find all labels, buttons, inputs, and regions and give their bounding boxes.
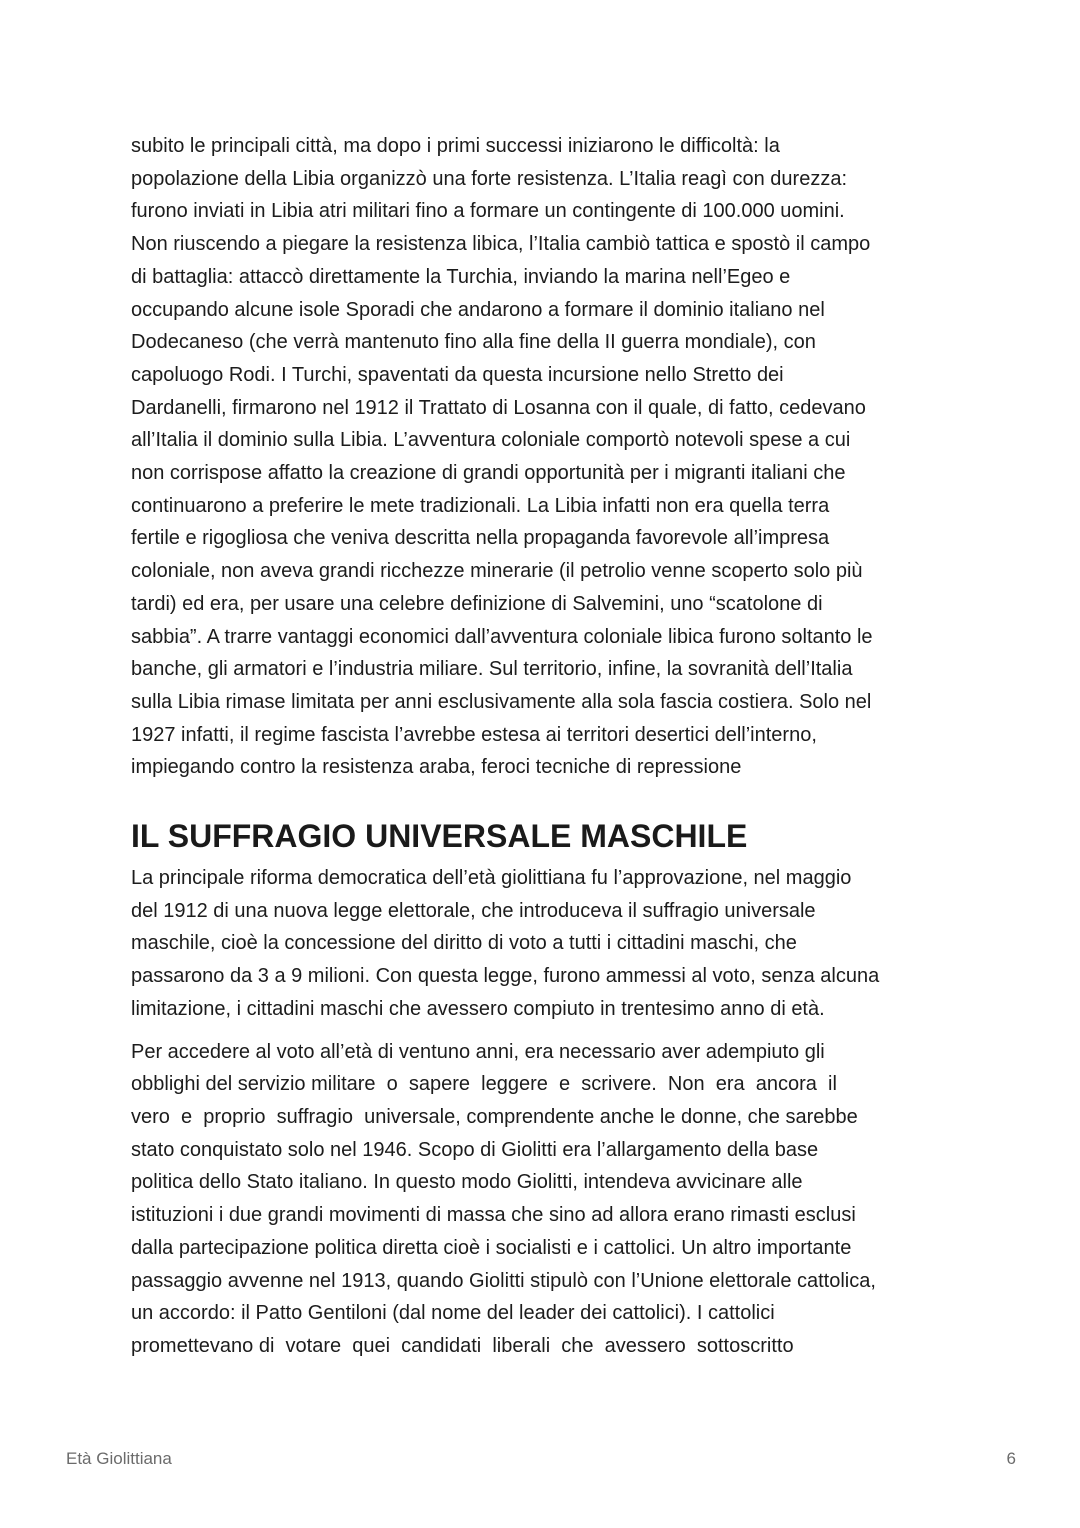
text-line: un accordo: il Patto Gentiloni (dal nome del leader dei cattolici). I cattolici [131, 1302, 775, 1325]
text-line: non corrispose affatto la creazione di grandi opportunità per i migranti italiani che [131, 462, 846, 485]
text-line: capoluogo Rodi. I Turchi, spaventati da questa incursione nello Stretto dei [131, 363, 784, 386]
footer-document-title: Età Giolittiana [66, 1449, 172, 1468]
text-line: continuarono a preferire le mete tradizionali. La Libia infatti non era quella terra [131, 494, 830, 517]
text-line: del 1912 di una nuova legge elettorale, che introduceva il suffragio universale [131, 899, 816, 922]
text-line: maschile, cioè la concessione del diritto di voto a tutti i cittadini maschi, che [131, 932, 797, 955]
text-line: 1927 infatti, il regime fascista l’avrebbe estesa ai territori desertici dell’interno, [131, 723, 817, 746]
text-line: obblighi del servizio militare o sapere leggere e scrivere. Non era ancora il [131, 1073, 837, 1096]
paragraph-suffrage [131, 862, 951, 1026]
text-line: limitazione, i cittadini maschi che avessero compiuto in trentesimo anno di età. [131, 997, 825, 1020]
text-line: istituzioni i due grandi movimenti di massa che sino ad allora erano rimasti esclusi [131, 1204, 856, 1227]
text-line: tardi) ed era, per usare una celebre definizione di Salvemini, uno “scatolone di [131, 592, 823, 615]
footer-page-number: 6 [1006, 1449, 1016, 1468]
text-line: sulla Libia rimase limitata per anni esclusivamente alla sola fascia costiera. Solo nel [131, 690, 872, 713]
text-line: di battaglia: attaccò direttamente la Turchia, inviando la marina nell’Egeo e [131, 265, 791, 288]
text-line: promettevano di votare quei candidati liberali che avessero sottoscritto [131, 1334, 794, 1357]
text-line: sabbia”. A trarre vantaggi economici dall’avventura coloniale libica furono soltanto le [131, 625, 873, 648]
text-line: banche, gli armatori e l’industria miliare. Sul territorio, infine, la sovranità dell’Italia [131, 658, 853, 681]
text-line: stato conquistato solo nel 1946. Scopo di Giolitti era l’allargamento della base [131, 1138, 819, 1161]
text-line: coloniale, non aveva grandi ricchezze minerarie (il petrolio venne scoperto solo più [131, 560, 863, 583]
text-line: politica dello Stato italiano. In questo modo Giolitti, intendeva avvicinare alle [131, 1171, 803, 1194]
page-content [131, 130, 951, 1363]
text-line: vero e proprio suffragio universale, comprendente anche le donne, che sarebbe [131, 1105, 858, 1128]
text-line: furono inviati in Libia atri militari fino a formare un contingente di 100.000 uomini. [131, 200, 845, 223]
text-line: passaggio avvenne nel 1913, quando Giolitti stipulò con l’Unione elettorale cattolica, [131, 1269, 876, 1292]
paragraph-gentiloni [131, 1036, 951, 1363]
text-line: La principale riforma democratica dell’età giolittiana fu l’approvazione, nel maggio [131, 867, 852, 890]
text-line: Dodecaneso (che verrà mantenuto fino alla fine della II guerra mondiale), con [131, 331, 816, 354]
text-line: impiegando contro la resistenza araba, feroci tecniche di repressione [131, 756, 742, 779]
text-line: popolazione della Libia organizzò una forte resistenza. L’Italia reagì con durezza: [131, 167, 848, 190]
text-line: fertile e rigogliosa che veniva descritta nella propaganda favorevole all’impresa [131, 527, 830, 550]
text-line: dalla partecipazione politica diretta cioè i socialisti e i cattolici. Un altro importante [131, 1236, 852, 1259]
text-line: passarono da 3 a 9 milioni. Con questa legge, furono ammessi al voto, senza alcuna [131, 965, 880, 988]
text-line: all’Italia il dominio sulla Libia. L’avventura coloniale comportò notevoli spese a cui [131, 429, 851, 452]
text-line: Per accedere al voto all’età di ventuno anni, era necessario aver adempiuto gli [131, 1040, 825, 1063]
paragraph-libya [131, 130, 951, 784]
text-line: subito le principali città, ma dopo i primi successi iniziarono le difficoltà: la [131, 135, 780, 157]
text-line: occupando alcune isole Sporadi che andarono a formare il dominio italiano nel [131, 298, 825, 321]
section-heading: IL SUFFRAGIO UNIVERSALE MASCHILE [131, 818, 748, 855]
text-line: Non riuscendo a piegare la resistenza libica, l’Italia cambiò tattica e spostò il campo [131, 233, 871, 256]
text-line: Dardanelli, firmarono nel 1912 il Trattato di Losanna con il quale, di fatto, cedevano [131, 396, 866, 419]
